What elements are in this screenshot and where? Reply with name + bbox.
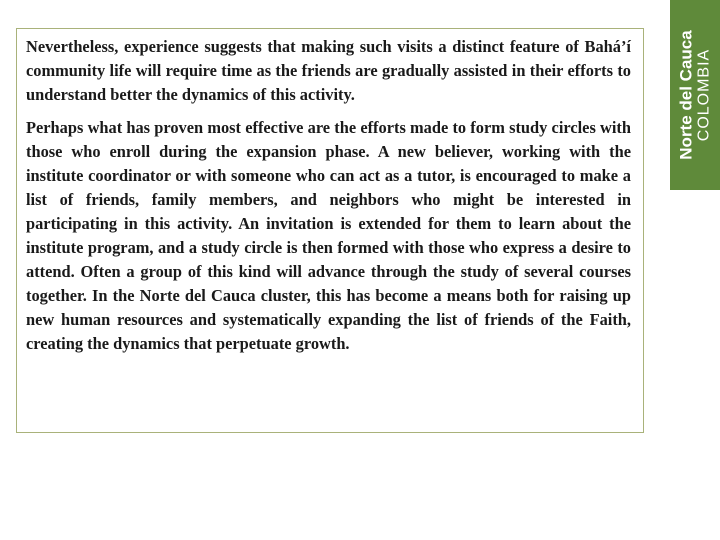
brand-label <box>677 30 714 159</box>
brand-country: COLOMBIA <box>695 48 713 142</box>
paragraph-2: Perhaps what has proven most effective are the efforts made to form study circles with those who enroll during the expansion phase. A new believer, working with the institute coordinator or with someone who can act as a tutor, is encouraged to make a list of friends, family members, and neighbors who might be interested in participating in this activity. An invitation is extended for them to learn about the institute program, and a study circle is then formed with those who express a desire to attend. Often a group of this kind will advance through the study of several courses together. In the Norte del Cauca cluster, this has become a means both for raising up new human resources and systematically expanding the list of friends of the Faith, creating the dynamics that perpetuate growth. <box>26 118 631 353</box>
brand-name: Norte del Cauca <box>676 30 696 160</box>
text-box <box>16 28 644 433</box>
paragraph-1: Nevertheless, experience suggests that making such visits a distinct feature of Bahá’í community life will require time as the friends are gradually assisted in their efforts to understand better the dynamics of this activity. <box>26 37 631 104</box>
brand-side-tab <box>670 0 720 190</box>
